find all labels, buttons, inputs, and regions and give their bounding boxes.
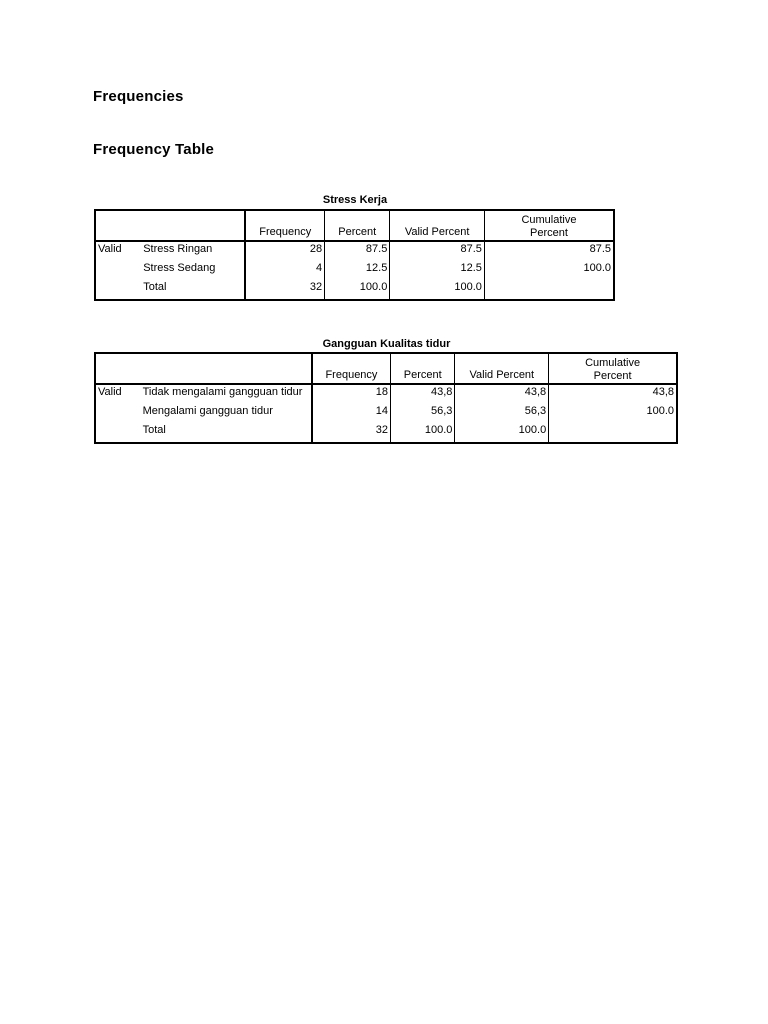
category-cell: Mengalami gangguan tidur	[142, 405, 273, 417]
cumulative-percent-cell	[549, 423, 677, 443]
percent-cell: 56,3	[390, 404, 454, 423]
category-cell: Stress Sedang	[143, 262, 216, 274]
cumulative-percent-cell: 87.5	[589, 243, 611, 255]
table-row	[95, 384, 677, 404]
percent-cell: 100.0	[390, 423, 454, 443]
header-blank	[95, 210, 245, 241]
frequency-cell: 32	[245, 280, 324, 300]
column-header-percent: Percent	[390, 353, 454, 384]
valid-percent-cell: 56,3	[455, 404, 549, 423]
percent-cell: 12.5	[325, 261, 390, 280]
column-header-percent: Percent	[325, 210, 390, 241]
table-row	[95, 280, 614, 300]
percent-cell: 87.5	[325, 241, 390, 261]
column-header-valid-percent: Valid Percent	[390, 210, 485, 241]
cumulative-percent-cell	[484, 280, 614, 300]
valid-percent-cell: 43,8	[455, 384, 549, 404]
table-title-stress-kerja: Stress Kerja	[322, 194, 388, 206]
table-row	[95, 241, 614, 261]
table-row	[95, 423, 677, 443]
cumulative-percent-cell: 100.0	[646, 405, 674, 417]
stress-kerja-table	[94, 209, 615, 301]
column-header-cumulative-percent: Cumulative Percent	[484, 210, 614, 241]
category-cell: Total	[143, 281, 167, 293]
category-cell: Stress Ringan	[143, 243, 213, 255]
frequency-cell: 18	[312, 384, 391, 404]
cumulative-percent-cell: 100.0	[583, 262, 611, 274]
column-header-frequency: Frequency	[312, 353, 391, 384]
table-title-gangguan-kualitas-tidur: Gangguan Kualitas tidur	[322, 338, 451, 350]
column-header-cumulative-percent: Cumulative Percent	[549, 353, 677, 384]
frequencies-heading: Frequencies	[93, 88, 184, 105]
table-row	[95, 404, 677, 423]
category-cell: Total	[142, 424, 166, 436]
group-label: Valid	[98, 386, 122, 398]
gangguan-kualitas-tidur-table	[94, 352, 678, 444]
cumulative-percent-cell: 43,8	[652, 386, 674, 398]
percent-cell: 100.0	[325, 280, 390, 300]
table-row	[95, 261, 614, 280]
valid-percent-cell: 87.5	[390, 241, 485, 261]
percent-cell: 43,8	[390, 384, 454, 404]
header-blank	[95, 353, 312, 384]
frequency-cell: 14	[312, 404, 391, 423]
valid-percent-cell: 100.0	[455, 423, 549, 443]
frequency-cell: 32	[312, 423, 391, 443]
frequency-table-heading: Frequency Table	[93, 141, 215, 158]
frequency-cell: 28	[245, 241, 324, 261]
valid-percent-cell: 12.5	[390, 261, 485, 280]
category-cell: Tidak mengalami gangguan tidur	[142, 386, 303, 398]
column-header-valid-percent: Valid Percent	[455, 353, 549, 384]
valid-percent-cell: 100.0	[390, 280, 485, 300]
column-header-frequency: Frequency	[245, 210, 324, 241]
frequency-cell: 4	[245, 261, 324, 280]
group-label: Valid	[98, 243, 122, 255]
